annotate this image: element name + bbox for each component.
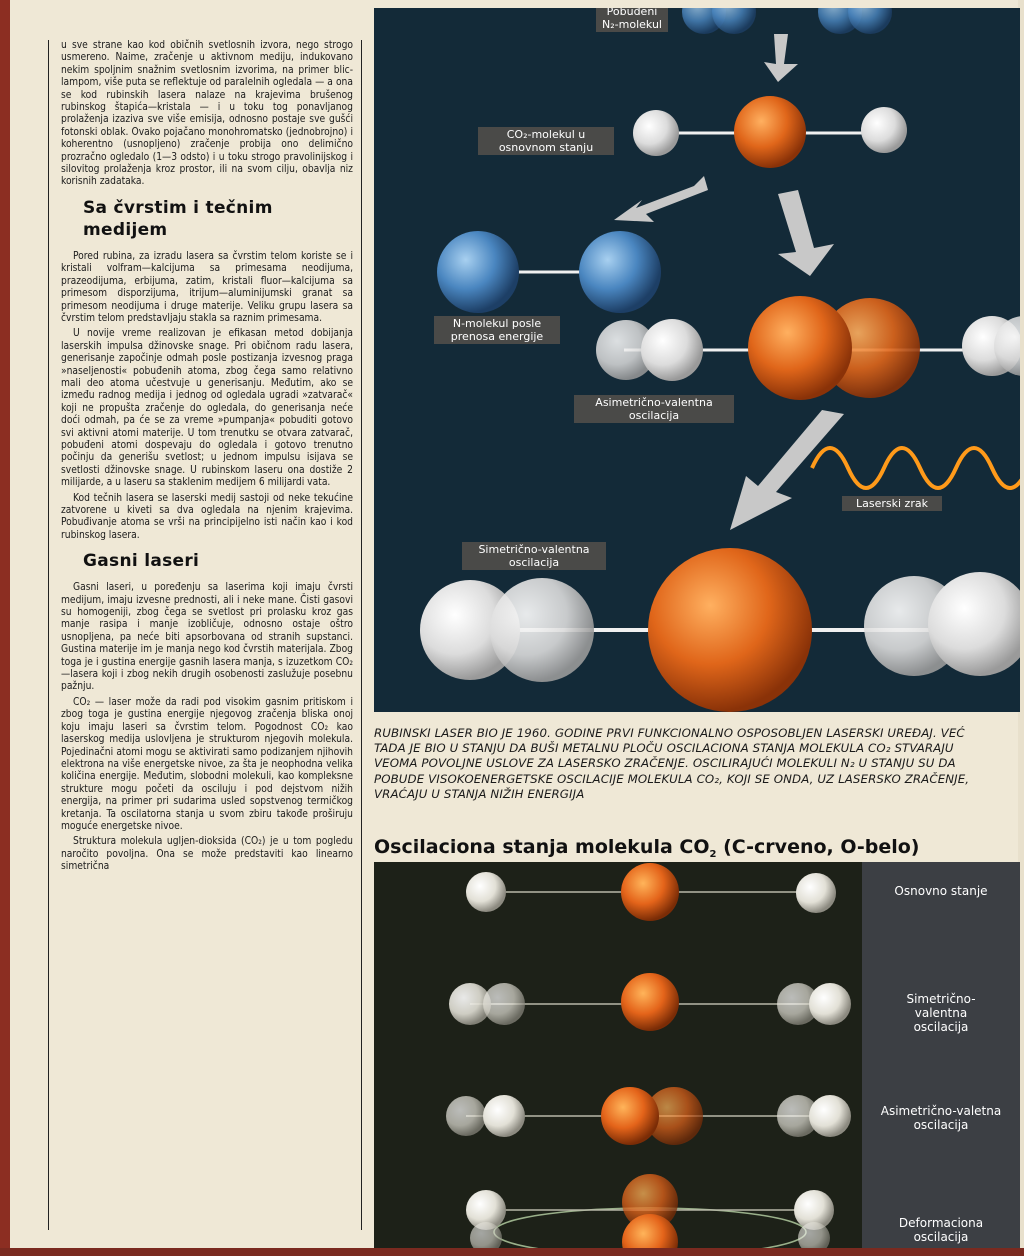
co2-ground-molecule <box>633 96 907 168</box>
label-symmetric: Simetrično-valentna oscilacija <box>462 542 606 570</box>
oscillation-states-photo <box>374 862 862 1250</box>
title-subscript: 2 <box>709 849 717 860</box>
label-laser-beam: Laserski zrak <box>842 496 942 511</box>
paragraph: CO₂ — laser može da radi pod visokim gasnim pritiskom i zbog toga je gustina energije njegovog zračenja bliska onoj koju imaju laseri sa čvrstim telom. Pogodnost CO₂ kao laserskog medija uslovljena je strukturom njegovih molekula. Pojedinačni atomi mogu se aktivirati samo podizanjem njihovih elektrona na više energetske nivoe, za šta je neophodna velika količina energije. Međutim, slobodni molekuli, kao kompleksne strukture mogu početi da osciluju i pod dejstvom nižih energija, na primer pri sudarima usled sopstvenog termičkog kretanja. Ta oscilatorna stanja u svom zbiru takođe proširuju moguće energetske nivoe. <box>61 696 353 832</box>
label-excited-n2: Pobuđeni N₂-molekul <box>596 8 668 32</box>
title-text: Oscilaciona stanja molekula CO <box>374 836 710 858</box>
book-spine <box>0 0 10 1256</box>
model-ground-state <box>466 863 836 921</box>
section-heading: Gasni laseri <box>83 551 200 572</box>
excited-n2-molecule <box>682 8 892 34</box>
page-edge <box>0 1248 1024 1256</box>
n2-molecule <box>437 231 661 313</box>
arrow-down-left-icon <box>614 176 708 222</box>
legend-symmetric: Simetrično-valentna oscilacija <box>906 992 976 1034</box>
model-deformation <box>466 1174 834 1250</box>
section-heading: Sa čvrstim i tečnim medijem <box>83 197 273 240</box>
paragraph: Struktura molekula ugljen-dioksida (CO₂) je u tom pogledu naročito povoljna. Ona se može predstaviti kao linearno simetrična <box>61 836 353 873</box>
laser-beam-wave <box>812 448 1020 488</box>
co2-models <box>374 862 862 1250</box>
co2-asymmetric-molecule <box>596 296 1020 400</box>
oscillation-legend <box>862 862 1020 1250</box>
molecule-diagram <box>374 8 1020 712</box>
paragraph: Kod tečnih lasera se laserski medij sastoji od neke tekućine zatvorene u kiveti sa dva ogledala na njenim krajevima. Pobuđivanje atoma se vrši na principijelno isti način kao i kod rubinskog lasera. <box>61 492 353 541</box>
arrow-down-icon <box>778 190 834 276</box>
title-text-end: (C-crveno, O-belo) <box>716 836 920 858</box>
model-asymmetric <box>446 1087 851 1145</box>
label-asymmetric: Asimetrično-valentna oscilacija <box>574 395 734 423</box>
paragraph: Gasni laseri, u poređenju sa laserima koji imaju čvrsti medijum, imaju izvesne prednosti, ali i neke mane. Čisti gasovi su homogeniji, zbog čega se svetlost pri prolasku kroz gas manje rasipa i manje izobličuje, odnosno ostaje oštro usnopljena, pa neće biti apsorbovana od stranih supstanci. Gustina materije im je manja nego kod čvrstih materijala. Zbog toga je i gustina energije gasnih lasera manja, s izuzetkom CO₂—lasera koji i zbog nekih drugih osobenosti zaslužuje posebnu pažnju. <box>61 582 353 693</box>
paragraph: u sve strane kao kod običnih svetlosnih izvora, nego strogo usmereno. Naime, zračenje u aktivnom mediju, indukovano nekim spoljnim snažnim svetlosnim izvorima, na primer blic-lampom, više puta se reflektuje od paralelnih ogledala — a ona se kod rubinskih lasera nalaze na krajevima brušenog rubinskog štapića—kristala — i u toku tog ponavljanog prolaženja izaziva sve više emisija, odnosno postaje sve gušći fotonski oblak. Ovako pojačano monohromatsko (jednobrojno) i koherentno (usnopljeno) zračenje probija ono delimično prozračno ogledalo (1—3 odsto) i u toku strogo pravolinijskog i silovitog prolaženja kroz prostor, ili na svom cilju, obavlja niz korisnih zadataka. <box>61 40 353 188</box>
co2-symmetric-molecule <box>420 548 1020 712</box>
text-column <box>48 40 362 1230</box>
legend-deformation: Deformaciona oscilacija <box>898 1216 984 1244</box>
figure-2-title <box>374 836 984 860</box>
arrow-down-left-icon <box>730 410 844 530</box>
legend-asymmetric: Asimetrično-valetna oscilacija <box>880 1104 1002 1132</box>
energy-transfer-illustration <box>374 8 1020 712</box>
arrow-down-icon <box>764 34 798 82</box>
legend-ground: Osnovno stanje <box>894 884 988 898</box>
label-n-after: N-molekul posle prenosa energije <box>434 316 560 344</box>
paragraph: U novije vreme realizovan je efikasan metod dobijanja laserskih impulsa džinovske snage. Pri običnom radu lasera, generisanje započinje odmah posle postizanja izvesnog praga »naseljenosti« pobuđenih atoma, zbog čega samo relativno mali deo atoma učestvuje u generisanju. Međutim, ako se između radnog medija i jednog od ogledala ugradi »zatvarač« koji ne propušta zračenje do ogledala, do generisanja neće doći odmah, pa će se za vreme »pumpanja« pobuditi gotovo svi aktivni atomi materije. U tom trenutku se otvara zatvarač, pobuđeni atomi dospevaju do ogledala i gotovo trenutno počinju da generišu svetlost; u jednom impulsu isijava se svetlosti džinovske snage. U rubinskom laseru ona dostiže 2 milijarde, a u laseru sa staklenim medijem 6 milijardi vata. <box>61 328 353 489</box>
model-symmetric <box>449 973 851 1031</box>
figure-caption: RUBINSKI LASER BIO JE 1960. GODINE PRVI FUNKCIONALNO OSPOSOBLJEN LASERSKI UREĐAJ. VEĆ TADA JE BIO U STANJU DA BUŠI METALNU PLOČU OSCILACIONA STANJA MOLEKULA CO₂ STVARAJU VEOMA POVOLJNE USLOVE ZA LASERSKO ZRAČENJE. OSCILIRAJUĆI MOLEKULI N₂ U STANJU SU DA POBUDE VISOKOENERGETSKE OSCILACIJE MOLEKULA CO₂, KOJI SE ONDA, UZ LASERSKO ZRAČENJE, VRAĆAJU U STANJA NIŽIH ENERGIJA <box>374 726 970 801</box>
paragraph: Pored rubina, za izradu lasera sa čvrstim telom koriste se i kristali volfram—kalcijuma sa primesama neodijuma, prazeodijuma, erbijuma, zatim, kristali fluor—kalcijuma sa primesom disporzijuma, itrijum—aluminijumski granat sa primesom neodijuma i druge materije. Veliku grupu lasera sa čvrstim telom predstavljaju stakla sa raznim primesama. <box>61 250 353 324</box>
label-co2-ground: CO₂-molekul u osnovnom stanju <box>478 127 614 155</box>
